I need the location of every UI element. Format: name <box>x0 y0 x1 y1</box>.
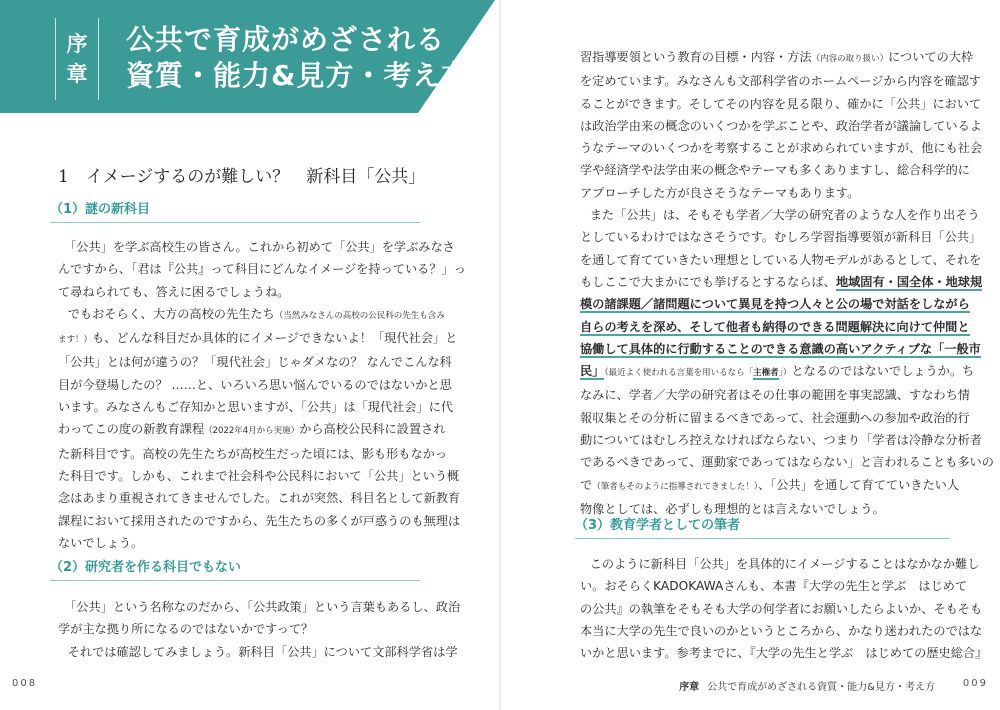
text-line: いかと思います。参考までに、『大学の先生と学ぶ はじめての歴史総合』 <box>580 646 988 661</box>
text-line: 動についてはむしろ控えなければならない、つまり「学者は冷静な分析者 <box>580 433 982 448</box>
right-body-1 <box>580 46 994 520</box>
text-line: を定めています。みなさんも文部科学省のホームページから内容を確認す <box>580 74 981 89</box>
text-line: としているわけではなさそうです。むしろ学習指導要領が新科目「公共」 <box>580 230 982 245</box>
text-line: 「公共」を学ぶ高校生の皆さん。これから初めて「公共」を学ぶみなさ <box>64 240 455 254</box>
running-footer <box>679 678 935 693</box>
text-line: 「公共」という名称なのだから、「公共政策」という言葉もあるし、政治 <box>64 600 461 614</box>
text-line: 民」（最近よく使われる言葉を用いるなら「主権者」）となるのではないでしょうか。ち <box>580 364 975 379</box>
text-line: うなテーマのいくつかを考察することが求められていますが、他にも社会 <box>580 141 983 156</box>
running-title: 公共で育成がめざされる資質・能力&見方・考え方 <box>707 682 935 693</box>
text-line: 学や経済学や法学由来の概念やテーマも多くありますし、総合科学的に <box>580 163 970 178</box>
text-line: ないでしょう。 <box>58 535 144 550</box>
chapter-title-line1: 公共で育成がめざされる <box>126 23 446 56</box>
text-line: ることができます。そしてその内容を見る限り、確かに「公共」において <box>580 96 982 111</box>
emphasis-text: 民」 <box>580 364 605 379</box>
subsection-label-2: （2）研究者を作る科目でもない <box>50 560 242 575</box>
subsection-heading-3 <box>575 514 950 539</box>
text-line: 学が主な拠り所になるのではないかですって？ <box>58 622 314 637</box>
chapter-label <box>55 18 99 100</box>
text-line: このように新科目「公共」を具体的にイメージすることはなかなか難し <box>589 557 980 571</box>
right-page <box>500 0 1000 710</box>
subsection-label-1: （1）謎の新科目 <box>50 202 151 217</box>
section-heading: 1 イメージするのが難しい？ 新科目「公共」 <box>58 167 426 187</box>
text-line: い。おそらくKADOKAWAさんも、本書『大学の先生と学ぶ はじめて <box>580 579 968 594</box>
text-line: は政治学由来の概念のいくつかを学ぶことや、政治学者が議論しているよ <box>580 118 982 133</box>
text-line: また「公共」は、そもそも学者／大学の研究者のような人を作り出そう <box>589 208 980 223</box>
chapter-label-bottom: 章 <box>66 61 88 86</box>
emphasis-text: 地域固有・国全体・地球規 <box>835 274 983 289</box>
text-line: 「公共」とは何が違うの？「現代社会」じゃダメなの？ なんでこんな科 <box>58 355 452 370</box>
left-body-1 <box>58 236 466 554</box>
emphasis-text: 模の諸課題／諸問題について異見を持つ人々と公の場で対話をしながら <box>580 297 970 312</box>
running-chapter: 序章 <box>679 682 700 693</box>
emphasis-text: 自らの考えを深め、そして他者も納得のできる問題解決に向けて仲間と <box>580 319 970 334</box>
text-line <box>580 293 970 315</box>
text-line: 習指導要領という教育の目標・内容・方法（内容の取り扱い）についての大枠 <box>580 50 974 64</box>
text-line: ます！）も、どんな科目だか具体的にイメージできないよ！「現代社会」と <box>58 331 458 346</box>
subsection-label-3: （3）教育学者としての筆者 <box>575 518 741 533</box>
chapter-title <box>126 22 470 94</box>
chapter-banner <box>0 0 495 113</box>
text-line <box>580 338 981 360</box>
subsection-heading-1 <box>50 198 420 223</box>
text-line: わってこの度の新教育課程（2022年4月から実施）から高校公民科に設置され <box>58 422 446 437</box>
text-line: であるべきであって、運動家であってはならない」と言われることも多いの <box>580 455 994 470</box>
text-line: た新科目です。高校の先生たちが高校生だった頃には、影も形もなかっ <box>58 446 448 461</box>
inline-note: 」） <box>778 368 792 379</box>
text-line: 本当に大学の先生で良いのかというところから、かなり迷われたのではな <box>580 623 983 638</box>
emphasis-text: 協働して具体的に行動することのできる意識の高いアクティブな「一般市 <box>580 341 981 356</box>
text-line: んですから、「君は『公共』って科目にどんなイメージを持っている？」っ <box>58 262 466 277</box>
text-line: もしここで大まかにでも挙げるとするならば、地域固有・国全体・地球規 <box>580 274 983 289</box>
inline-note: （内容の取り扱い） <box>811 54 889 64</box>
text-line: でもおそらく、大方の高校の先生たち（当然みなさんの高校の公民科の先生も含み <box>67 306 445 321</box>
text-line: 念はあまり重視されてきませんでした。これが突然、科目名として新教育 <box>58 491 461 506</box>
text-line: 目が今登場したの？ ……と、いろいろ思い悩んでいるのではないかと思 <box>58 377 452 392</box>
inline-note: （筆者もそのように指導されてきました！） <box>592 481 758 492</box>
inline-note: （最近よく使われる言葉を用いるなら「 <box>604 368 754 379</box>
text-line: た科目です。しかも、これまで社会科や公民科において「公共」という概 <box>58 468 460 483</box>
text-line: それでは確認してみましょう。新科目「公共」について文部科学省は学 <box>67 644 458 659</box>
left-page-number: 008 <box>12 678 38 689</box>
right-page-number: 009 <box>962 678 988 689</box>
left-body-2 <box>58 596 461 663</box>
text-line: を通して育てていきたい理想としている人物モデルがあるとして、それを <box>580 252 982 267</box>
inline-note: ます！） <box>58 335 93 346</box>
chapter-title-line2: 資質・能力&見方・考え方 <box>126 59 471 92</box>
text-line: の公共』の執筆をそもそも大学の何学者にお願いしたらよいか、そもそも <box>580 601 983 616</box>
text-line: で（筆者もそのように指導されてきました！）、「公共」を通して育てていきたい人 <box>580 477 960 492</box>
text-line: います。みなさんもご存知かと思いますが、「公共」は「現代社会」に代 <box>58 400 454 415</box>
text-line: 報収集とその分析に留まるべきであって、社会運動への参加や政治的行 <box>580 410 970 425</box>
inline-note: （当然みなさんの高校の公民科の先生も含み <box>274 310 445 321</box>
chapter-label-top: 序 <box>66 31 88 56</box>
right-body-2 <box>580 553 988 664</box>
inline-note: （2022年4月から実施） <box>204 426 300 437</box>
text-line: なみに、学者／大学の研究者はその仕事の範囲を事実認識、すなわち情 <box>580 388 970 403</box>
subsection-heading-2 <box>50 556 420 581</box>
emphasis-note: 主権者 <box>753 368 779 379</box>
text-line: アプローチした方が良さそうなテーマもあります。 <box>580 185 860 200</box>
text-line: て尋ねられても、答えに困るでしょうね。 <box>58 284 290 299</box>
text-line: 物像としては、必ずしも理想的とは言えないでしょう。 <box>580 501 885 516</box>
text-line <box>580 316 970 338</box>
text-line: 課程において採用されたのですから、先生たちの多くが戸惑うのも無理は <box>58 513 461 528</box>
